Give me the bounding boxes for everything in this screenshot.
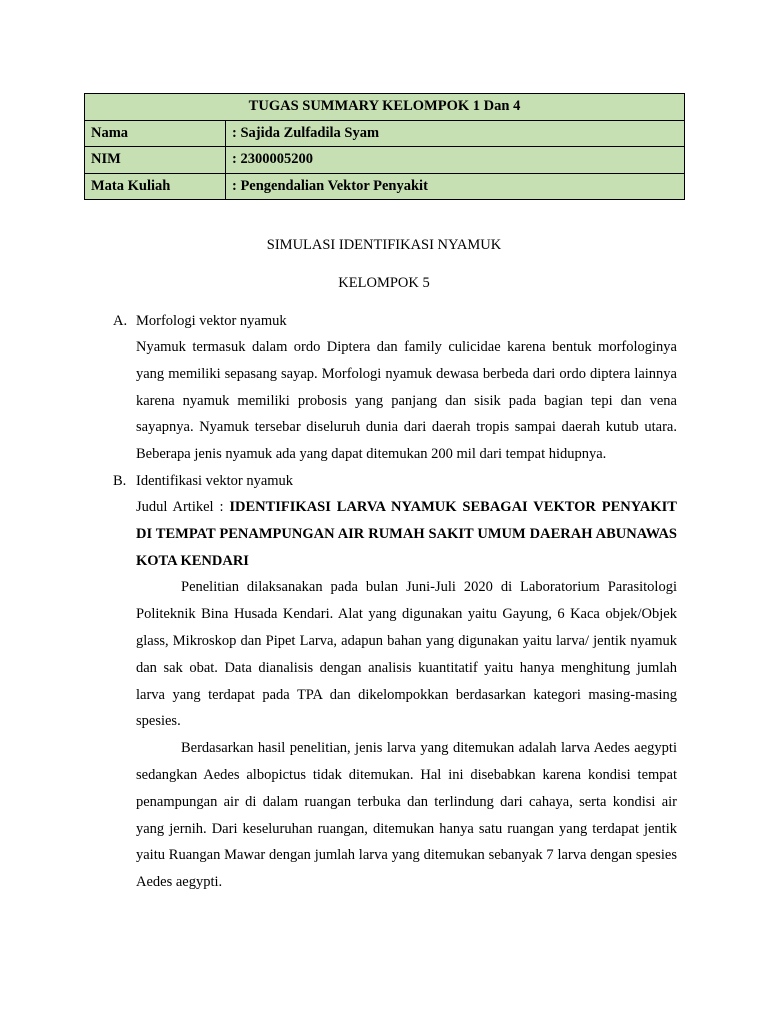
assignment-info-table <box>84 93 685 200</box>
value-nama: : Sajida Zulfadila Syam <box>226 120 685 147</box>
label-nim: NIM <box>85 147 226 174</box>
section-a-body <box>136 334 677 468</box>
table-row-mata-kuliah <box>85 173 685 200</box>
section-a-heading <box>113 311 287 331</box>
label-nama: Nama <box>85 120 226 147</box>
article-label: Judul Artikel : <box>136 499 230 515</box>
section-b-marker: B. <box>113 473 127 489</box>
document-title: SIMULASI IDENTIFIKASI NYAMUK <box>266 237 502 253</box>
section-a-title: Morfologi vektor nyamuk <box>136 313 287 329</box>
section-b-title: Identifikasi vektor nyamuk <box>136 473 294 489</box>
section-b-paragraph-1: Penelitian dilaksanakan pada bulan Juni-Juli 2020 di Laboratorium Parasitologi Politeknik Bina Husada Kendari. Alat yang digunakan yaitu Gayung, 6 Kaca objek/Objek glass, Mikroskop dan Pipet Larva, adapun bahan yang digunakan yaitu larva/ jentik nyamuk dan sak obat. Data dianalisis dengan analisis kuantitatif yaitu hanya menghitung jumlah larva yang terdapat pada TPA dan dikelompokkan berdasarkan kategori masing-masing spesies. <box>136 579 677 730</box>
article-title-line <box>136 494 677 574</box>
section-b-body <box>136 494 677 896</box>
value-nim: : 2300005200 <box>226 147 685 174</box>
section-a-paragraph: Nyamuk termasuk dalam ordo Diptera dan family culicidae karena bentuk morfologinya yang memiliki sepasang sayap. Morfologi nyamuk dewasa berbeda dari ordo diptera lainnya karena nyamuk memiliki probosis yang panjang dan sisik pada bagian tepi dan vena sayapnya. Nyamuk tersebar diseluruh dunia dari daerah tropis sampai daerah kutub utara. Beberapa jenis nyamuk ada yang dapat ditemukan 200 mil dari tempat hidupnya. <box>136 339 677 463</box>
table-title-row <box>85 94 685 121</box>
section-b-heading <box>113 471 293 491</box>
document-subtitle: KELOMPOK 5 <box>338 275 430 291</box>
label-mata-kuliah: Mata Kuliah <box>85 173 226 200</box>
value-mata-kuliah: : Pengendalian Vektor Penyakit <box>226 173 685 200</box>
article-title: IDENTIFIKASI LARVA NYAMUK SEBAGAI VEKTOR PENYAKIT DI TEMPAT PENAMPUNGAN AIR RUMAH SAKIT UMUM DAERAH ABUNAWAS KOTA KENDARI <box>136 499 677 569</box>
section-b-paragraph-2: Berdasarkan hasil penelitian, jenis larva yang ditemukan adalah larva Aedes aegypti sedangkan Aedes albopictus tidak ditemukan. Hal ini disebabkan karena kondisi tempat penampungan air di dalam ruangan terbuka dan terlindung dari cahaya, serta kondisi air yang jernih. Dari keseluruhan ruangan, ditemukan hanya satu ruangan yang terdapat jentik yaitu Ruangan Mawar dengan jumlah larva yang ditemukan sebanyak 7 larva dengan spesies Aedes aegypti. <box>136 740 677 891</box>
table-row-nama <box>85 120 685 147</box>
table-title: TUGAS SUMMARY KELOMPOK 1 Dan 4 <box>85 94 685 121</box>
table-row-nim <box>85 147 685 174</box>
section-a-marker: A. <box>113 313 128 329</box>
